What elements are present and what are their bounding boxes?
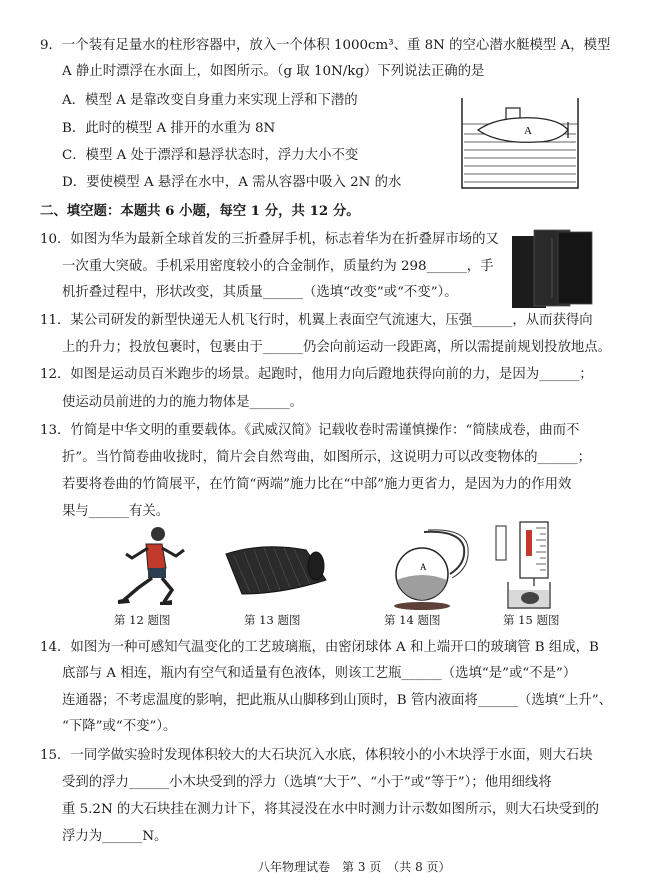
q14-line3: 连通器；不考虑温度的影响，把此瓶从山脚移到山顶时，B 管内液面将______（选填“上升”、 [62, 693, 613, 708]
q15-line4: 浮力为______N。 [62, 829, 168, 844]
q11-line1: 11．某公司研发的新型快递无人机飞行时，机翼上表面空气流速大，压强______，从而获得向 [40, 313, 593, 328]
q10-line1: 10．如图为华为最新全球首发的三折叠屏手机，标志着华为在折叠屏市场的又 [40, 232, 499, 247]
q14-figure-caption: 第 14 题图 [384, 613, 441, 627]
q9-stem-line2: A 静止时漂浮在水面上，如图所示。（g 取 10N/kg）下列说法正确的是 [62, 64, 485, 79]
q14-line1: 14．如图为一种可感知气温变化的工艺玻璃瓶，由密闭球体 A 和上端开口的玻璃管 B 组成，B [40, 640, 599, 655]
q13-line1: 13．竹简是中华文明的重要载体。《武威汉简》记载收卷时需谨慎操作：“简牍成卷，曲而不 [40, 423, 580, 438]
q10-line2: 一次重大突破。手机采用密度较小的合金制作，质量约为 298______，手 [62, 259, 494, 274]
q14-figure-label: A [420, 562, 427, 572]
q15-line3: 重 5.2N 的大石块挂在测力计下，将其浸没在水中时测力计示数如图所示，则大石块受到的 [62, 802, 599, 817]
q14-line4: “下降”或“不变”）。 [62, 719, 177, 734]
q9-stem-line1: 9．一个装有足量水的柱形容器中，放入一个体积 1000cm³、重 8N 的空心潜水艇模型 A，模型 [40, 38, 611, 53]
q12-line1: 12．如图是运动员百米跑步的场景。起跑时，他用力向后蹬地获得向前的力，是因为______； [40, 367, 593, 382]
q10-line3: 机折叠过程中，形状改变，其质量______（选填“改变”或“不变”）。 [62, 285, 458, 300]
q15-line2: 受到的浮力______小木块受到的浮力（选填“大于”、“小于”或“等于”）；他用细线将 [62, 775, 552, 790]
q13-line3: 若要将卷曲的竹简展平，在竹简“两端”施力比在“中部”施力更省力，是因为力的作用效 [62, 477, 572, 492]
section-2-heading: 二、填空题：本题共 6 小题，每空 1 分，共 12 分。 [40, 203, 360, 219]
q13-line4: 果与______有关。 [62, 504, 170, 519]
q10-phone-figure [506, 228, 598, 312]
q9-option-d: D．要使模型 A 悬浮在水中，A 需从容器中吸入 2N 的水 [62, 175, 402, 190]
q12-line2: 使运动员前进的力的施力物体是______。 [62, 395, 304, 410]
q11-line2: 上的升力；投放包裹时，包裹由于______仍会向前运动一段距离，所以需提前规划投放地点。 [62, 340, 612, 355]
q9-option-a: A．模型 A 是靠改变自身重力来实现上浮和下潜的 [62, 93, 358, 108]
q14-glass-bottle-figure [380, 524, 472, 610]
q15-spring-scale-figure [492, 520, 556, 612]
q9-option-c: C．模型 A 处于漂浮和悬浮状态时，浮力大小不变 [62, 148, 359, 163]
q15-line1: 15．一同学做实验时发现体积较大的大石块沉入水底，体积较小的小木块浮于水面，则大石块 [40, 748, 593, 763]
q12-figure-caption: 第 12 题图 [114, 613, 171, 627]
q14-line2: 底部与 A 相连，瓶内有空气和适量有色液体，则该工艺瓶______（选填“是”或“不是”） [62, 666, 577, 681]
q9-submarine-figure [458, 94, 586, 194]
q12-runner-figure [108, 524, 194, 606]
q9-figure-label: A [524, 125, 532, 137]
q13-figure-caption: 第 13 题图 [244, 613, 301, 627]
q13-bamboo-scroll-figure [222, 540, 330, 600]
q9-option-b: B．此时的模型 A 排开的水重为 8N [62, 121, 276, 136]
q15-figure-caption: 第 15 题图 [503, 613, 560, 627]
q13-line2: 折”。当竹简卷曲收拢时，简片会自然弯曲，如图所示，这说明力可以改变物体的______； [62, 450, 592, 465]
page-footer: 八年物理试卷 第 3 页 （共 8 页） [258, 860, 451, 874]
